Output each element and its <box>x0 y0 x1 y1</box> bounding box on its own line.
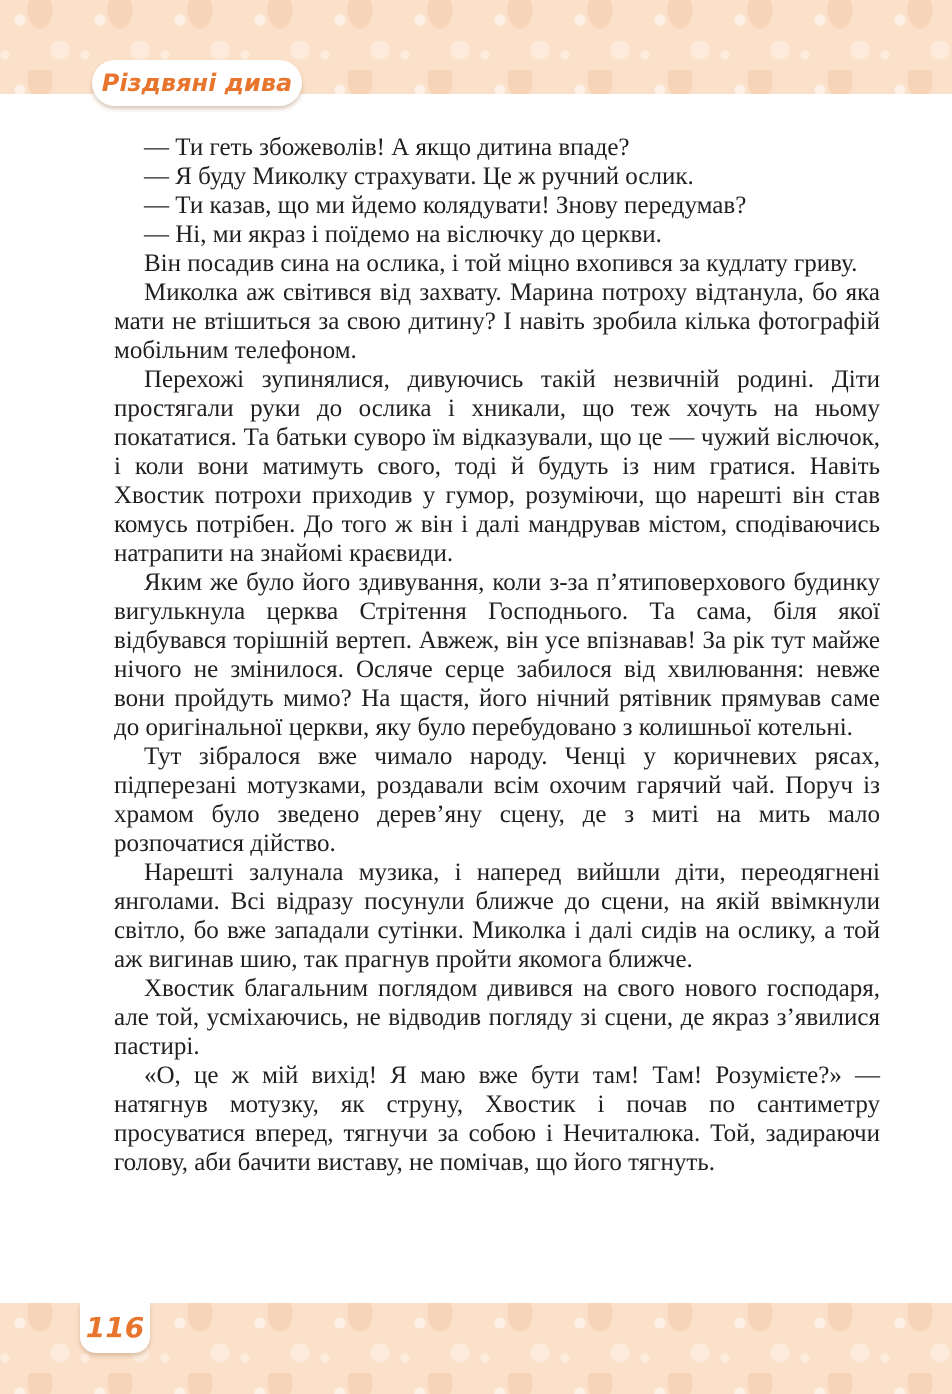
paragraph: — Ні, ми якраз і поїдемо на віслючку до церкви. <box>144 221 662 248</box>
section-title: Різдвяні дива <box>101 69 293 97</box>
story-text <box>114 133 880 1177</box>
paragraph: Перехожі зупинялися, дивуючись такій незвичній родині. Діти простягали руки до ослика і хникали, що теж хочуть на ньому покататися. Та батьки суворо їм відказували, що це — чужий віслючок, і коли вони матимуть свого, тоді й будуть із ним гратися. Навіть Хвостик потрохи приходив у гумор, розуміючи, що нарешті він став комусь потрібен. До того ж він і далі мандрував містом, сподіваючись натрапити на знайомі краєвиди. <box>114 366 880 567</box>
page-number: 116 <box>85 1311 145 1344</box>
paragraph: Тут зібралося вже чимало народу. Ченці у коричневих рясах, підперезані мотузками, роздавали всім охочим гарячий чай. Поруч із храмом було зведено дерев’яну сцену, де з миті на мить мало розпочатися дійство. <box>114 743 880 857</box>
paragraph: Миколка аж світився від захвату. Марина потроху відтанула, бо яка мати не втішиться за свою дитину? І навіть зробила кілька фотографій мобільним телефоном. <box>114 279 880 364</box>
section-title-tab <box>92 60 302 106</box>
paragraph: — Ти геть збожеволів! А якщо дитина впаде? <box>144 134 630 161</box>
paragraph: Хвостик благальним поглядом дивився на свого нового господаря, але той, усміхаючись, не відводив погляду зі сцени, де якраз з’явилися пастирі. <box>114 975 880 1060</box>
paragraph: Він посадив сина на ослика, і той міцно вхопився за кудлату гриву. <box>144 250 858 277</box>
paragraph: Нарешті залунала музика, і наперед вийшли діти, переодягнені янголами. Всі відразу посунули ближче до сцени, на якій ввімкнули світло, бо вже западали сутінки. Миколка і далі сидів на ослику, а той аж вигинав шию, так прагнув пройти якомога ближче. <box>114 859 880 973</box>
paragraph: — Ти казав, що ми йдемо колядувати! Знову передумав? <box>144 192 747 219</box>
paragraph: Яким же було його здивування, коли з-за п’ятиповерхового будинку вигулькнула церква Стрітення Господнього. Та сама, біля якої відбувався торішній вертеп. Авжеж, він усе впізнавав! За рік тут майже нічого не змінилося. Осляче серце забилося від хвилювання: невже вони пройдуть мимо? На щастя, його нічний рятівник прямував саме до оригінальної церкви, яку було перебудовано з колишньої котельні. <box>114 569 880 741</box>
paragraph: — Я буду Миколку страхувати. Це ж ручний ослик. <box>144 163 694 190</box>
paragraph: «О, це ж мій вихід! Я маю вже бути там! Там! Розумієте?» — натягнув мотузку, як струну, Хвостик і почав по сантиметру просуватися вперед, тягнучи за собою і Нечиталюка. Той, задираючи голову, аби бачити виставу, не помічав, що його тягнуть. <box>114 1062 880 1176</box>
page-number-tab <box>80 1303 150 1353</box>
